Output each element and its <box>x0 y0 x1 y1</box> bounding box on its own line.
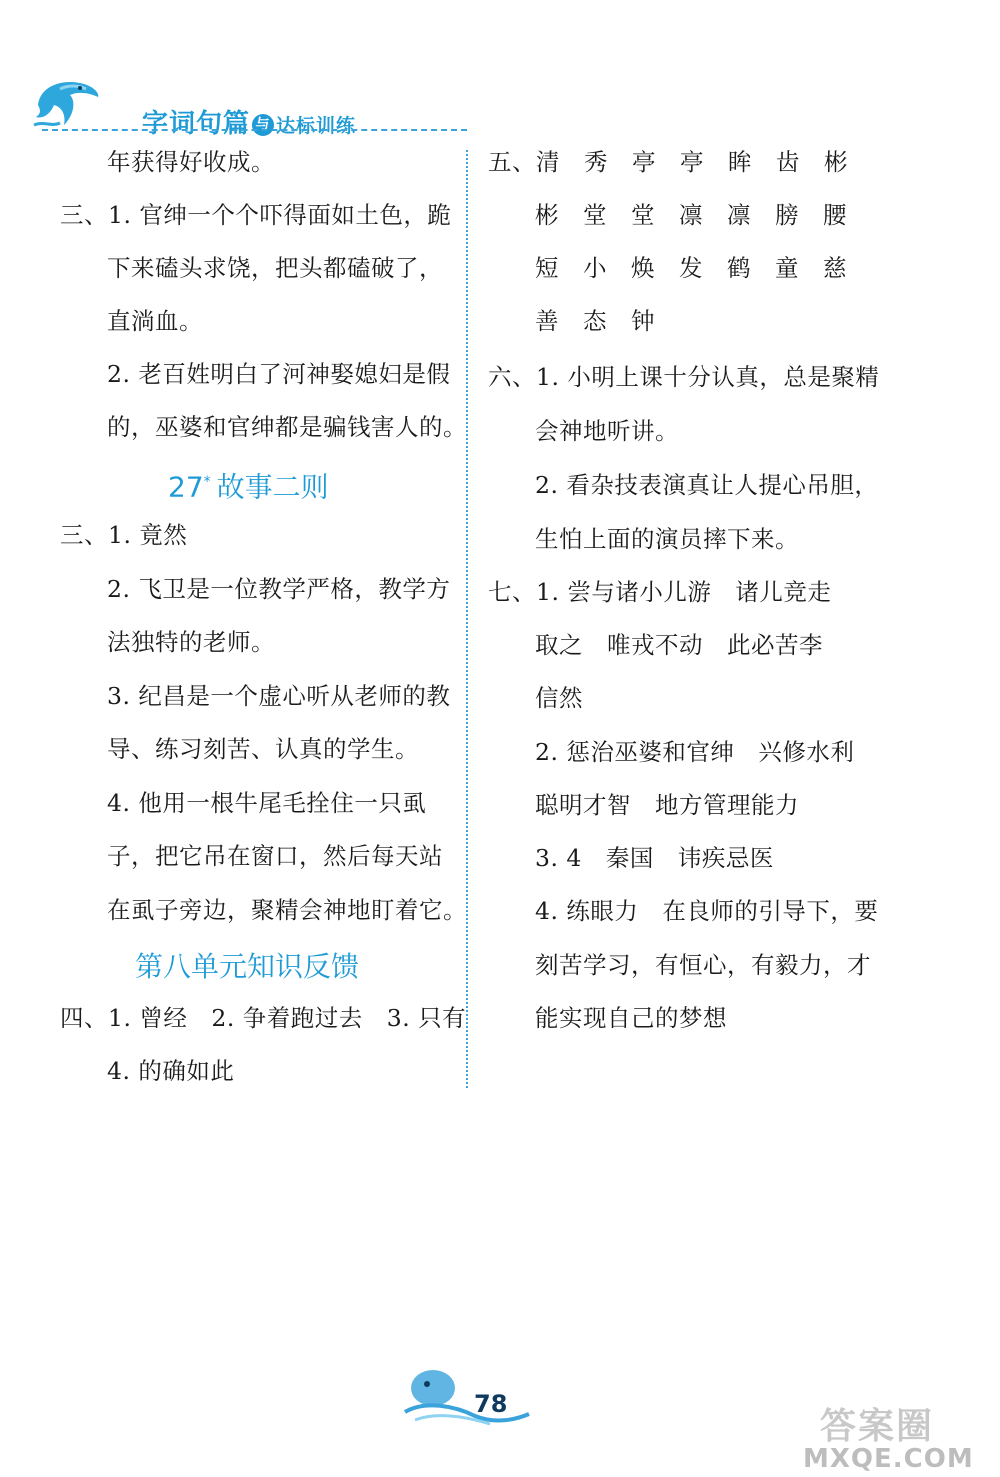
answer-line: 3. 4 秦国 讳疾忌医 <box>535 844 774 872</box>
answer-line: 会神地听讲。 <box>535 417 679 445</box>
answer-line: 2. 老百姓明白了河神娶媳妇是假 <box>107 360 451 388</box>
header-subtitle: 达标训练 <box>276 115 357 137</box>
answer-line: 2. 惩治巫婆和官绅 兴修水利 <box>535 738 855 766</box>
answer-line: 六、1. 小明上课十分认真，总是聚精 <box>488 363 880 391</box>
section-27-mark: * <box>203 474 211 490</box>
answer-line: 信然 <box>535 684 583 712</box>
header-badge: 与 <box>252 114 274 136</box>
answer-line: 的，巫婆和官绅都是骗钱害人的。 <box>107 413 467 441</box>
header-divider <box>42 129 467 131</box>
answer-line: 四、1. 曾经 2. 争着跑过去 3. 只有 <box>60 1004 467 1032</box>
header-title-text: 字词句篇 <box>142 109 251 139</box>
answer-line: 取之 唯戎不动 此必苦李 <box>535 631 823 659</box>
answer-line: 彬 堂 堂 凛 凛 膀 腰 <box>535 201 847 229</box>
section-unit8-title: 第八单元知识反馈 <box>135 950 360 983</box>
answer-line: 生怕上面的演员摔下来。 <box>535 525 799 553</box>
answer-line: 4. 的确如此 <box>107 1057 235 1085</box>
header-title <box>142 103 356 140</box>
answer-line: 在虱子旁边，聚精会神地盯着它。 <box>107 896 467 924</box>
page-number: 78 <box>474 1390 508 1418</box>
watermark-bottom: MXQE.COM <box>803 1444 974 1474</box>
answer-line: 短 小 焕 发 鹤 童 慈 <box>535 254 847 282</box>
answer-line: 三、1. 官绅一个个吓得面如土色，跪 <box>60 201 452 229</box>
answer-line: 五、清 秀 亭 亭 眸 齿 彬 <box>488 148 848 176</box>
answer-line: 刻苦学习，有恒心，有毅力，才 <box>535 951 871 979</box>
answer-line: 4. 练眼力 在良师的引导下，要 <box>535 897 879 925</box>
page-header <box>30 75 500 139</box>
answer-line: 子，把它吊在窗口，然后每天站 <box>107 842 443 870</box>
answer-line: 2. 看杂技表演真让人提心吊胆， <box>535 471 879 499</box>
section-27-title <box>168 465 329 504</box>
footer-mascot-icon <box>395 1360 535 1432</box>
answer-line: 直淌血。 <box>107 307 203 335</box>
answer-line: 3. 纪昌是一个虚心听从老师的教 <box>107 682 451 710</box>
answer-line: 导、练习刻苦、认真的学生。 <box>107 735 419 763</box>
section-27-name: 故事二则 <box>216 470 329 504</box>
answer-line: 年获得好收成。 <box>107 148 275 176</box>
answer-line: 善 态 钟 <box>535 307 655 335</box>
dolphin-logo-icon <box>30 75 105 133</box>
column-divider <box>466 150 468 1088</box>
answer-line: 能实现自己的梦想 <box>535 1004 727 1032</box>
answer-line: 法独特的老师。 <box>107 628 275 656</box>
answer-line: 4. 他用一根牛尾毛拴住一只虱 <box>107 789 427 817</box>
answer-line: 下来磕头求饶，把头都磕破了， <box>107 254 443 282</box>
watermark-top: 答案圈 <box>820 1406 935 1447</box>
answer-line: 2. 飞卫是一位教学严格，教学方 <box>107 575 451 603</box>
answer-line: 三、1. 竟然 <box>60 521 188 549</box>
answer-line: 聪明才智 地方管理能力 <box>535 791 799 819</box>
watermark <box>785 1398 995 1476</box>
answer-line: 七、1. 尝与诸小儿游 诸儿竞走 <box>488 578 832 606</box>
section-27-number: 27 <box>168 470 204 504</box>
